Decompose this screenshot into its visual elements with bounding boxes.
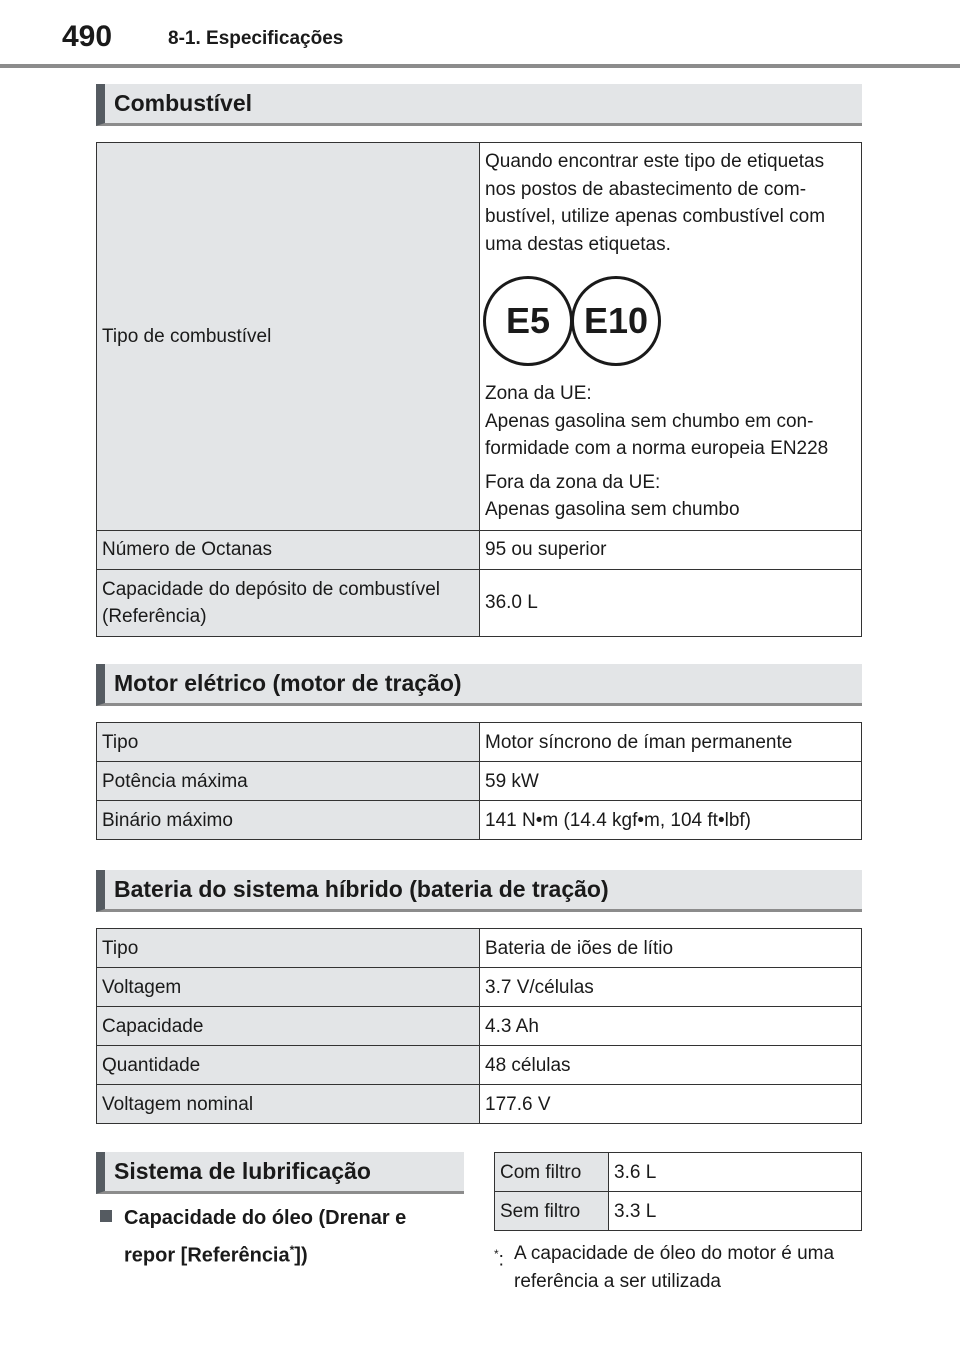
table-row (97, 530, 862, 569)
footnote-marker: * (289, 1243, 295, 1257)
fuel-section-title: Combustível (114, 90, 253, 116)
footnote-mark: * (494, 1247, 499, 1261)
fuel-section-heading (96, 84, 862, 126)
footnote-text: A capacidade de óleo do motor é uma referência a ser utilizada (514, 1243, 835, 1292)
battery-type-label: Tipo (97, 929, 480, 968)
oil-capacity-heading (100, 1202, 460, 1272)
eu-zone-text: Apenas gasolina sem chumbo em con-formidade com a norma europeia EN228 (485, 410, 829, 459)
tank-capacity-value: 36.0 L (480, 569, 862, 636)
table-row (97, 1085, 862, 1124)
fuel-intro-text: Quando encontrar este tipo de etiquetas nos postos de abastecimento de com-bustível, utilize apenas combustível com uma destas etiquetas. (485, 151, 826, 255)
oil-capacity-title-close: ]) (294, 1244, 308, 1267)
fuel-type-label: Tipo de combustível (97, 143, 480, 531)
footnote-colon: : (498, 1249, 504, 1271)
max-torque-label: Binário máximo (97, 801, 480, 840)
octane-label: Número de Octanas (97, 530, 480, 569)
non-eu-zone-label: Fora da zona da UE: (485, 471, 661, 493)
header-divider (0, 64, 960, 68)
voltage-value: 3.7 V/células (480, 968, 862, 1007)
fuel-labels (483, 276, 856, 366)
capacity-value: 4.3 Ah (480, 1007, 862, 1046)
battery-section-title: Bateria do sistema híbrido (bateria de tração) (114, 876, 609, 902)
quantity-value: 48 células (480, 1046, 862, 1085)
nominal-voltage-label: Voltagem nominal (97, 1085, 480, 1124)
table-row (97, 569, 862, 636)
oil-capacity-table (494, 1152, 862, 1231)
fuel-type-value (480, 143, 862, 531)
table-row (97, 723, 862, 762)
table-row (97, 968, 862, 1007)
battery-spec-table (96, 928, 862, 1124)
e5-label-icon: E5 (483, 276, 573, 366)
max-power-label: Potência máxima (97, 762, 480, 801)
lubrication-section-heading (96, 1152, 464, 1194)
lubrication-section-title: Sistema de lubrificação (114, 1158, 371, 1184)
battery-section-heading (96, 870, 862, 912)
table-row (97, 929, 862, 968)
tank-capacity-label: Capacidade do depósito de combustível (Referência) (97, 569, 480, 636)
max-power-value: 59 kW (480, 762, 862, 801)
table-row (97, 801, 862, 840)
non-eu-zone-text: Apenas gasolina sem chumbo (485, 499, 740, 520)
quantity-label: Quantidade (97, 1046, 480, 1085)
without-filter-value: 3.3 L (609, 1192, 862, 1231)
page-header (0, 0, 960, 68)
voltage-label: Voltagem (97, 968, 480, 1007)
table-row (495, 1153, 862, 1192)
with-filter-label: Com filtro (495, 1153, 609, 1192)
table-row (97, 143, 862, 531)
e10-label-icon: E10 (571, 276, 661, 366)
footnote (494, 1240, 864, 1296)
motor-section-heading (96, 664, 862, 706)
eu-zone-label: Zona da UE: (485, 383, 592, 404)
fuel-spec-table (96, 142, 862, 637)
table-row (97, 1046, 862, 1085)
octane-value: 95 ou superior (480, 530, 862, 569)
motor-type-value: Motor síncrono de íman permanente (480, 723, 862, 762)
section-title: 8-1. Especificações (168, 28, 344, 49)
nominal-voltage-value: 177.6 V (480, 1085, 862, 1124)
motor-type-label: Tipo (97, 723, 480, 762)
max-torque-value: 141 N•m (14.4 kgf•m, 104 ft•lbf) (480, 801, 862, 840)
capacity-label: Capacidade (97, 1007, 480, 1046)
table-row (495, 1192, 862, 1231)
oil-capacity-title: Capacidade do óleo (Drenar e repor [Referência (124, 1207, 407, 1267)
table-row (97, 1007, 862, 1046)
page-number: 490 (62, 20, 113, 53)
motor-spec-table (96, 722, 862, 840)
table-row (97, 762, 862, 801)
battery-type-value: Bateria de iões de lítio (480, 929, 862, 968)
with-filter-value: 3.6 L (609, 1153, 862, 1192)
without-filter-label: Sem filtro (495, 1192, 609, 1231)
bullet-square-icon (100, 1210, 112, 1222)
motor-section-title: Motor elétrico (motor de tração) (114, 670, 462, 696)
